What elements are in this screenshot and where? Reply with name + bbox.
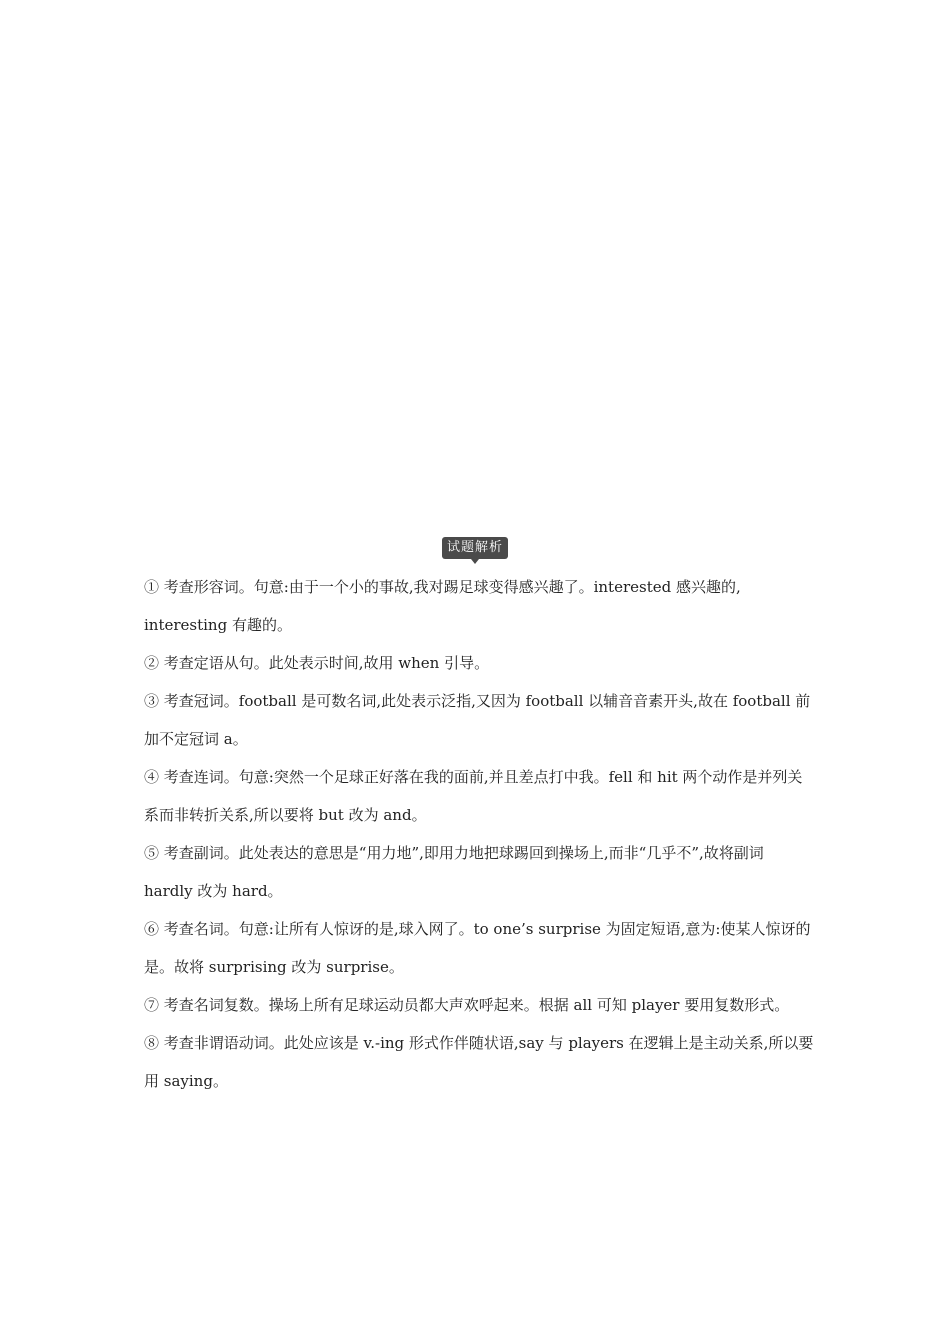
- analysis-item-4: ④ 考查连词。句意:突然一个足球正好落在我的面前,并且差点打中我。fell 和 hit 两个动作是并列关系而非转折关系,所以要将 but 改为 and。: [144, 768, 803, 824]
- section-badge: 试题解析: [442, 537, 508, 559]
- analysis-item-3: ③ 考查冠词。football 是可数名词,此处表示泛指,又因为 football 以辅音音素开头,故在 football 前加不定冠词 a。: [144, 692, 811, 748]
- analysis-item-5: ⑤ 考查副词。此处表达的意思是“用力地”,即用力地把球踢回到操场上,而非“几乎不”,故将副词 hardly 改为 hard。: [144, 844, 764, 900]
- analysis-item-1: ① 考查形容词。句意:由于一个小的事故,我对踢足球变得感兴趣了。interested 感兴趣的, interesting 有趣的。: [144, 578, 741, 634]
- analysis-item-2: ② 考查定语从句。此处表示时间,故用 when 引导。: [144, 654, 490, 672]
- analysis-list: [144, 568, 816, 1100]
- analysis-item-7: ⑦ 考查名词复数。操场上所有足球运动员都大声欢呼起来。根据 all 可知 player 要用复数形式。: [144, 996, 790, 1014]
- analysis-item-6: ⑥ 考查名词。句意:让所有人惊讶的是,球入网了。to one’s surprise 为固定短语,意为:使某人惊讶的是。故将 surprising 改为 surprise。: [144, 920, 811, 976]
- analysis-item-8: ⑧ 考查非谓语动词。此处应该是 v.-ing 形式作伴随状语,say 与 players 在逻辑上是主动关系,所以要用 saying。: [144, 1034, 814, 1090]
